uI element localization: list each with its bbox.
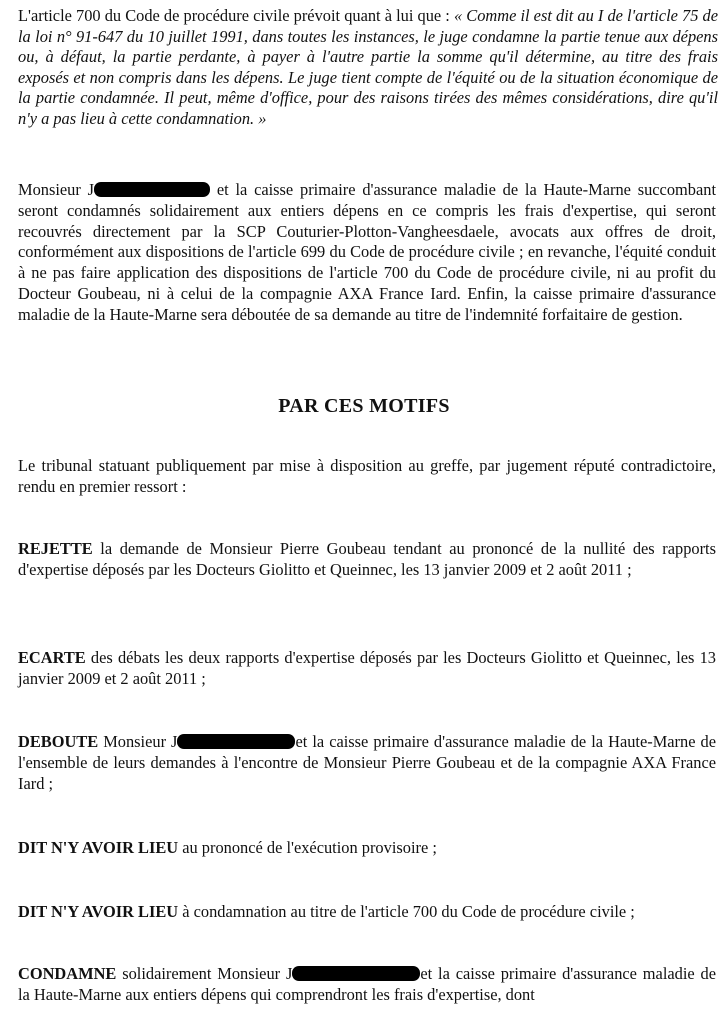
ruling-rejette [18,539,716,581]
ruling-text: des débats les deux rapports d'expertise déposés par les Docteurs Giolitto et Queinnec, les 13 janvier 2009 et 2 août 2011 ; [18,648,716,688]
ruling-intro: Le tribunal statuant publiquement par mise à disposition au greffe, par jugement réputé contradictoire, rendu en premier ressort : [18,456,716,496]
ruling-text-start: solidairement Monsieur J [116,964,293,983]
ruling-text: la demande de Monsieur Pierre Goubeau tendant au prononcé de la nullité des rapports d'expertise déposés par les Docteurs Giolitto et Queinnec, les 13 janvier 2009 et 2 août 2011 ; [18,539,716,579]
ruling-text: et la caisse primaire d'assurance maladie de la Haute-Marne de l'ensemble de leurs demandes à l'encontre de Monsieur Pierre Goubeau et de la compagnie AXA France Iard ; [18,732,716,793]
ruling-ecarte [18,648,716,690]
ruling-dit-article700 [18,902,716,923]
ruling-keyword: ECARTE [18,648,86,667]
ruling-deboute [18,732,716,794]
quote-intro: L'article 700 du Code de procédure civile prévoit quant à lui que : [18,6,454,25]
ruling-keyword: REJETTE [18,539,93,558]
ruling-keyword: DEBOUTE [18,732,99,751]
ruling-text: au prononcé de l'exécution provisoire ; [178,838,437,857]
redaction-mark [177,734,295,749]
ruling-keyword: CONDAMNE [18,964,117,983]
redaction-mark [292,966,420,981]
redaction-mark [94,182,210,197]
paragraph-costs [18,180,716,326]
ruling-keyword: DIT N'Y AVOIR LIEU [18,902,179,921]
quote-paragraph [18,6,718,129]
ruling-text: et la caisse primaire d'assurance maladie de la Haute-Marne aux entiers dépens qui comprendront les frais d'expertise, dont [18,964,716,1004]
ruling-text: à condamnation au titre de l'article 700 du Code de procédure civile ; [178,902,635,921]
quote-text: « Comme il est dit au I de l'article 75 de la loi n° 91-647 du 10 juillet 1991, dans toutes les instances, le juge condamne la partie tenue aux dépens ou, à défaut, la partie perdante, à payer à l'autre partie la somme qu'il détermine, au titre des frais exposés et non compris dans les dépens. Le juge tient compte de l'équité ou de la situation économique de la partie condamnée. Il peut, même d'office, pour des raisons tirées des mêmes considérations, dire qu'il n'y a pas lieu à cette condamnation. » [18,6,718,128]
ruling-text-start: Monsieur J [98,732,178,751]
paragraph-costs-start: Monsieur J [18,180,95,199]
ruling-keyword: DIT N'Y AVOIR LIEU [18,838,179,857]
section-heading: PAR CES MOTIFS [278,395,450,417]
ruling-condamne [18,964,716,1006]
paragraph-costs-text: et la caisse primaire d'assurance maladie de la Haute-Marne succombant seront condamnés solidairement aux entiers dépens en ce compris les frais d'expertise, qui seront recouvrés directement par la SCP Couturier-Plotton-Vangheesdaele, avocats aux offres de droit, conformément aux dispositions de l'article 699 du Code de procédure civile ; en revanche, l'équité conduit à ne pas faire application des dispositions de l'article 700 du Code de procédure civile, ni au profit du Docteur Goubeau, ni à celui de la compagnie AXA France Iard. Enfin, la caisse primaire d'assurance maladie de la Haute-Marne sera déboutée de sa demande au titre de l'indemnité forfaitaire de gestion. [18,180,716,324]
ruling-dit-execution [18,838,716,859]
